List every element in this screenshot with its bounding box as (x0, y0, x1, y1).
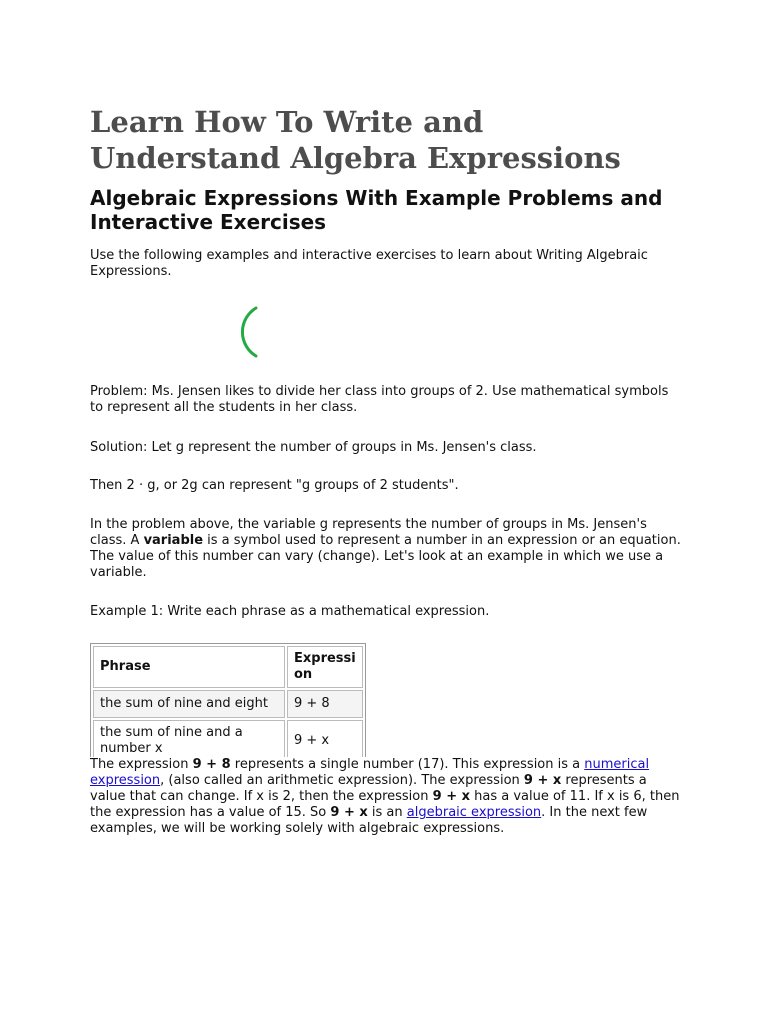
page-title: Learn How To Write and Understand Algebra Expressions (90, 105, 621, 175)
table-header-expression: Expressi on (287, 646, 363, 688)
algebraic-expression-link[interactable]: algebraic expression (406, 805, 542, 820)
variable-term: variable (143, 533, 204, 548)
example-table (90, 643, 366, 757)
then-paragraph: Then 2 · g, or 2g can represent "g groups of 2 students". (90, 478, 459, 493)
table-cell: the sum of nine and eight (93, 690, 285, 718)
table-row (93, 690, 363, 718)
loading-spinner-icon (240, 302, 280, 362)
table-header-phrase: Phrase (93, 646, 285, 688)
example-1-heading: Example 1: Write each phrase as a mathematical expression. (90, 604, 490, 619)
page-subtitle: Algebraic Expressions With Example Problems and Interactive Exercises (90, 186, 663, 234)
example-table-container (90, 643, 370, 757)
numerical-expression-link[interactable]: numerical expression (90, 757, 650, 788)
table-cell: 9 + x (287, 720, 363, 757)
table-cell: 9 + 8 (287, 690, 363, 718)
solution-paragraph: Solution: Let g represent the number of groups in Ms. Jensen's class. (90, 440, 537, 455)
problem-paragraph: Problem: Ms. Jensen likes to divide her class into groups of 2. Use mathematical symbols to represent all the students in her class. (90, 384, 669, 415)
table-cell: the sum of nine and a number x (93, 720, 285, 757)
explanation-paragraph: The expression 9 + 8 represents a single number (17). This expression is a numerical expression, (also called an arithmetic expression). The expression 9 + x represents a value that can change. If x is 2, then the expression 9 + x has a value of 11. If x is 6, then the expression has a value of 15. So 9 + x is an algebraic expression. In the next few examples, we will be working solely with algebraic expressions. (90, 757, 680, 836)
intro-paragraph: Use the following examples and interactive exercises to learn about Writing Algebraic Expressions. (90, 248, 648, 279)
variable-paragraph: In the problem above, the variable g represents the number of groups in Ms. Jensen's class. A variable is a symbol used to represent a number in an expression or an equation. The value of this number can vary (change). Let's look at an example in which we use a variable. (90, 517, 681, 580)
table-row (93, 720, 363, 757)
